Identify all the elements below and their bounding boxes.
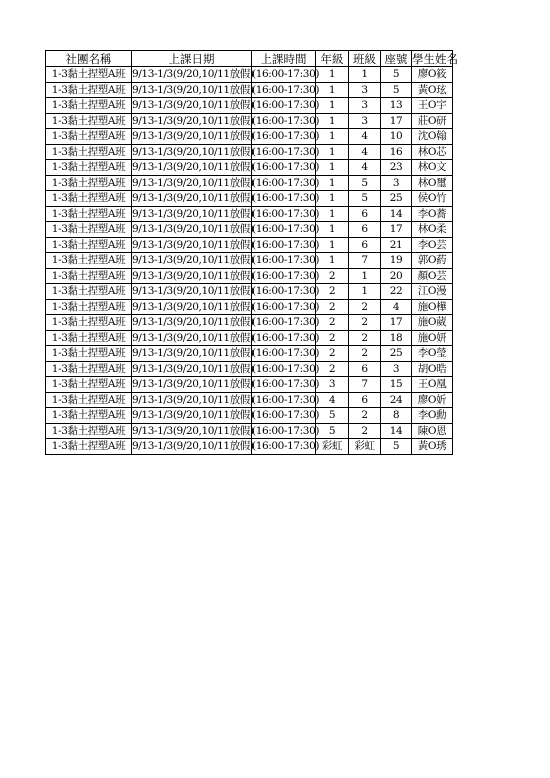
student-name-cell: 施O葳 (412, 315, 453, 331)
class-dates-cell: 9/13-1/3(9/20,10/11放假) (132, 207, 254, 220)
header-club-name: 社團名稱 (46, 51, 132, 67)
student-name-cell: 侯O竹 (412, 191, 453, 207)
grade-cell: 5 (316, 423, 349, 439)
grade-cell: 1 (316, 129, 349, 145)
club-name-cell: 1-3黏土捏塑A班 (46, 222, 132, 238)
class-dates-cell: 9/13-1/3(9/20,10/11放假) (132, 99, 254, 112)
class-dates-cell: 9/13-1/3(9/20,10/11放假) (132, 424, 254, 437)
student-name-cell: 林O芯 (412, 144, 453, 160)
seat-number-cell: 25 (381, 191, 412, 207)
student-name-cell: 顏O芸 (412, 268, 453, 284)
class-dates-cell: 9/13-1/3(9/20,10/11放假) (132, 440, 254, 453)
club-name-cell: 1-3黏土捏塑A班 (46, 98, 132, 114)
table-row (46, 346, 453, 362)
class-dates-cell: 9/13-1/3(9/20,10/11放假) (132, 130, 254, 143)
seat-number-cell: 3 (381, 361, 412, 377)
table-row (46, 129, 453, 145)
student-name-cell: 廖O筱 (412, 67, 453, 83)
class-cell: 5 (349, 191, 381, 207)
club-name-cell: 1-3黏土捏塑A班 (46, 346, 132, 362)
seat-number-cell: 15 (381, 377, 412, 393)
table-row (46, 377, 453, 393)
club-name-cell: 1-3黏土捏塑A班 (46, 191, 132, 207)
class-time-cell: (16:00-17:30) (252, 83, 320, 96)
class-cell: 6 (349, 361, 381, 377)
grade-cell: 1 (316, 160, 349, 176)
table-row (46, 67, 453, 83)
class-time-cell: (16:00-17:30) (252, 99, 320, 112)
class-cell: 3 (349, 82, 381, 98)
class-cell: 6 (349, 206, 381, 222)
class-dates-cell: 9/13-1/3(9/20,10/11放假) (132, 285, 254, 298)
class-time-cell: (16:00-17:30) (252, 269, 320, 282)
class-dates-cell: 9/13-1/3(9/20,10/11放假) (132, 316, 254, 329)
class-dates-cell: 9/13-1/3(9/20,10/11放假) (132, 254, 254, 267)
class-cell: 4 (349, 144, 381, 160)
club-name-cell: 1-3黏土捏塑A班 (46, 253, 132, 269)
club-name-cell: 1-3黏土捏塑A班 (46, 113, 132, 129)
club-name-cell: 1-3黏土捏塑A班 (46, 439, 132, 455)
club-name-cell: 1-3黏土捏塑A班 (46, 268, 132, 284)
club-name-cell: 1-3黏土捏塑A班 (46, 361, 132, 377)
student-name-cell: 郭O葯 (412, 253, 453, 269)
student-name-cell: 李O瑩 (412, 346, 453, 362)
table-row (46, 315, 453, 331)
grade-cell: 1 (316, 67, 349, 83)
table-row (46, 408, 453, 424)
grade-cell: 3 (316, 377, 349, 393)
class-time-cell: (16:00-17:30) (252, 393, 320, 406)
class-cell: 2 (349, 330, 381, 346)
header-class: 班級 (349, 51, 381, 67)
seat-number-cell: 17 (381, 222, 412, 238)
class-dates-cell: 9/13-1/3(9/20,10/11放假) (132, 331, 254, 344)
seat-number-cell: 14 (381, 206, 412, 222)
grade-cell: 4 (316, 392, 349, 408)
student-name-cell: 李O勳 (412, 408, 453, 424)
seat-number-cell: 13 (381, 98, 412, 114)
class-cell: 2 (349, 299, 381, 315)
class-dates-cell: 9/13-1/3(9/20,10/11放假) (132, 347, 254, 360)
seat-number-cell: 24 (381, 392, 412, 408)
student-name-cell: 沈O翰 (412, 129, 453, 145)
class-dates-cell: 9/13-1/3(9/20,10/11放假) (132, 83, 254, 96)
class-time-cell: (16:00-17:30) (252, 68, 320, 81)
class-time-cell: (16:00-17:30) (252, 223, 320, 236)
class-time-cell: (16:00-17:30) (252, 300, 320, 313)
table-row (46, 330, 453, 346)
class-cell: 2 (349, 423, 381, 439)
grade-cell: 2 (316, 268, 349, 284)
class-dates-cell: 9/13-1/3(9/20,10/11放假) (132, 393, 254, 406)
grade-cell: 2 (316, 284, 349, 300)
student-name-cell: 黃O琇 (412, 439, 453, 455)
class-dates-cell: 9/13-1/3(9/20,10/11放假) (132, 176, 254, 189)
class-cell: 4 (349, 129, 381, 145)
class-time-cell: (16:00-17:30) (252, 331, 320, 344)
class-cell: 7 (349, 377, 381, 393)
class-cell: 4 (349, 160, 381, 176)
class-cell: 6 (349, 237, 381, 253)
class-dates-cell: 9/13-1/3(9/20,10/11放假) (132, 192, 254, 205)
class-dates-cell: 9/13-1/3(9/20,10/11放假) (132, 68, 254, 81)
class-cell: 2 (349, 346, 381, 362)
student-name-cell: 施O樺 (412, 299, 453, 315)
class-dates-cell: 9/13-1/3(9/20,10/11放假) (132, 223, 254, 236)
club-name-cell: 1-3黏土捏塑A班 (46, 330, 132, 346)
seat-number-cell: 5 (381, 82, 412, 98)
class-cell: 彩虹 (349, 439, 381, 455)
seat-number-cell: 4 (381, 299, 412, 315)
student-name-cell: 黃O玹 (412, 82, 453, 98)
grade-cell: 1 (316, 191, 349, 207)
class-time-cell: (16:00-17:30) (252, 362, 320, 375)
grade-cell: 2 (316, 299, 349, 315)
class-cell: 5 (349, 175, 381, 191)
student-name-cell: 莊O研 (412, 113, 453, 129)
table-row (46, 284, 453, 300)
club-name-cell: 1-3黏土捏塑A班 (46, 144, 132, 160)
class-cell: 1 (349, 67, 381, 83)
class-dates-cell: 9/13-1/3(9/20,10/11放假) (132, 409, 254, 422)
table-row (46, 299, 453, 315)
class-dates-cell: 9/13-1/3(9/20,10/11放假) (132, 114, 254, 127)
seat-number-cell: 17 (381, 113, 412, 129)
table-row (46, 253, 453, 269)
class-time-cell: (16:00-17:30) (252, 424, 320, 437)
class-cell: 6 (349, 222, 381, 238)
club-name-cell: 1-3黏土捏塑A班 (46, 423, 132, 439)
grade-cell: 1 (316, 175, 349, 191)
student-name-cell: 陳O恩 (412, 423, 453, 439)
class-cell: 1 (349, 268, 381, 284)
class-dates-cell: 9/13-1/3(9/20,10/11放假) (132, 161, 254, 174)
table-row (46, 144, 453, 160)
class-time-cell: (16:00-17:30) (252, 316, 320, 329)
club-roster-table (45, 50, 458, 455)
table-row (46, 113, 453, 129)
class-dates-cell: 9/13-1/3(9/20,10/11放假) (132, 378, 254, 391)
class-cell: 1 (349, 284, 381, 300)
seat-number-cell: 17 (381, 315, 412, 331)
grade-cell: 1 (316, 222, 349, 238)
grade-cell: 1 (316, 206, 349, 222)
table-row (46, 206, 453, 222)
header-class-time: 上課時間 (252, 51, 316, 67)
class-cell: 3 (349, 113, 381, 129)
student-name-cell: 林O文 (412, 160, 453, 176)
club-name-cell: 1-3黏土捏塑A班 (46, 160, 132, 176)
seat-number-cell: 21 (381, 237, 412, 253)
class-time-cell: (16:00-17:30) (252, 207, 320, 220)
student-name-cell: 王O宇 (412, 98, 453, 114)
student-name-cell: 江O漫 (412, 284, 453, 300)
grade-cell: 1 (316, 82, 349, 98)
seat-number-cell: 22 (381, 284, 412, 300)
grade-cell: 1 (316, 253, 349, 269)
seat-number-cell: 3 (381, 175, 412, 191)
seat-number-cell: 5 (381, 67, 412, 83)
header-seat-number: 座號 (381, 51, 412, 67)
student-name-cell: 林O柔 (412, 222, 453, 238)
class-time-cell: (16:00-17:30) (252, 145, 320, 158)
class-cell: 3 (349, 98, 381, 114)
table-row (46, 82, 453, 98)
class-time-cell: (16:00-17:30) (252, 176, 320, 189)
student-name-cell: 廖O妡 (412, 392, 453, 408)
seat-number-cell: 16 (381, 144, 412, 160)
club-name-cell: 1-3黏土捏塑A班 (46, 408, 132, 424)
grade-cell: 1 (316, 144, 349, 160)
grade-cell: 1 (316, 113, 349, 129)
class-time-cell: (16:00-17:30) (252, 254, 320, 267)
table-row (46, 423, 453, 439)
class-cell: 7 (349, 253, 381, 269)
seat-number-cell: 5 (381, 439, 412, 455)
class-time-cell: (16:00-17:30) (252, 440, 320, 453)
class-time-cell: (16:00-17:30) (252, 192, 320, 205)
class-cell: 2 (349, 408, 381, 424)
club-name-cell: 1-3黏土捏塑A班 (46, 315, 132, 331)
class-dates-cell: 9/13-1/3(9/20,10/11放假) (132, 300, 254, 313)
table-row (46, 392, 453, 408)
grade-cell: 5 (316, 408, 349, 424)
header-student-name: 學生姓名 (412, 51, 458, 66)
student-name-cell: 胡O晧 (412, 361, 453, 377)
seat-number-cell: 23 (381, 160, 412, 176)
class-dates-cell: 9/13-1/3(9/20,10/11放假) (132, 238, 254, 251)
table-row (46, 268, 453, 284)
header-row (46, 51, 453, 67)
club-name-cell: 1-3黏土捏塑A班 (46, 284, 132, 300)
table-row (46, 98, 453, 114)
class-dates-cell: 9/13-1/3(9/20,10/11放假) (132, 269, 254, 282)
student-name-cell: 李O蕎 (412, 206, 453, 222)
table-row (46, 361, 453, 377)
table-row (46, 439, 453, 455)
class-cell: 2 (349, 315, 381, 331)
grade-cell: 彩虹 (316, 439, 349, 455)
grade-cell: 1 (316, 98, 349, 114)
grade-cell: 2 (316, 330, 349, 346)
club-name-cell: 1-3黏土捏塑A班 (46, 175, 132, 191)
roster-body (46, 67, 453, 455)
class-dates-cell: 9/13-1/3(9/20,10/11放假) (132, 145, 254, 158)
club-name-cell: 1-3黏土捏塑A班 (46, 392, 132, 408)
club-name-cell: 1-3黏土捏塑A班 (46, 67, 132, 83)
table-row (46, 191, 453, 207)
seat-number-cell: 19 (381, 253, 412, 269)
class-cell: 6 (349, 392, 381, 408)
class-time-cell: (16:00-17:30) (252, 161, 320, 174)
class-time-cell: (16:00-17:30) (252, 409, 320, 422)
class-time-cell: (16:00-17:30) (252, 114, 320, 127)
grade-cell: 2 (316, 346, 349, 362)
student-name-cell: 李O芸 (412, 237, 453, 253)
club-name-cell: 1-3黏土捏塑A班 (46, 299, 132, 315)
class-time-cell: (16:00-17:30) (252, 238, 320, 251)
class-time-cell: (16:00-17:30) (252, 130, 320, 143)
header-grade: 年級 (316, 51, 349, 67)
club-name-cell: 1-3黏土捏塑A班 (46, 82, 132, 98)
class-dates-cell: 9/13-1/3(9/20,10/11放假) (132, 362, 254, 375)
seat-number-cell: 18 (381, 330, 412, 346)
class-time-cell: (16:00-17:30) (252, 285, 320, 298)
club-name-cell: 1-3黏土捏塑A班 (46, 129, 132, 145)
seat-number-cell: 14 (381, 423, 412, 439)
grade-cell: 1 (316, 237, 349, 253)
student-name-cell: 林O璽 (412, 175, 453, 191)
seat-number-cell: 25 (381, 346, 412, 362)
grade-cell: 2 (316, 361, 349, 377)
table-row (46, 175, 453, 191)
club-name-cell: 1-3黏土捏塑A班 (46, 206, 132, 222)
seat-number-cell: 10 (381, 129, 412, 145)
table-row (46, 160, 453, 176)
class-time-cell: (16:00-17:30) (252, 347, 320, 360)
club-name-cell: 1-3黏土捏塑A班 (46, 237, 132, 253)
club-name-cell: 1-3黏土捏塑A班 (46, 377, 132, 393)
seat-number-cell: 20 (381, 268, 412, 284)
table-row (46, 237, 453, 253)
seat-number-cell: 8 (381, 408, 412, 424)
student-name-cell: 施O妍 (412, 330, 453, 346)
table-row (46, 222, 453, 238)
class-time-cell: (16:00-17:30) (252, 378, 320, 391)
header-class-dates: 上課日期 (132, 51, 252, 67)
grade-cell: 2 (316, 315, 349, 331)
student-name-cell: 王O凰 (412, 377, 453, 393)
